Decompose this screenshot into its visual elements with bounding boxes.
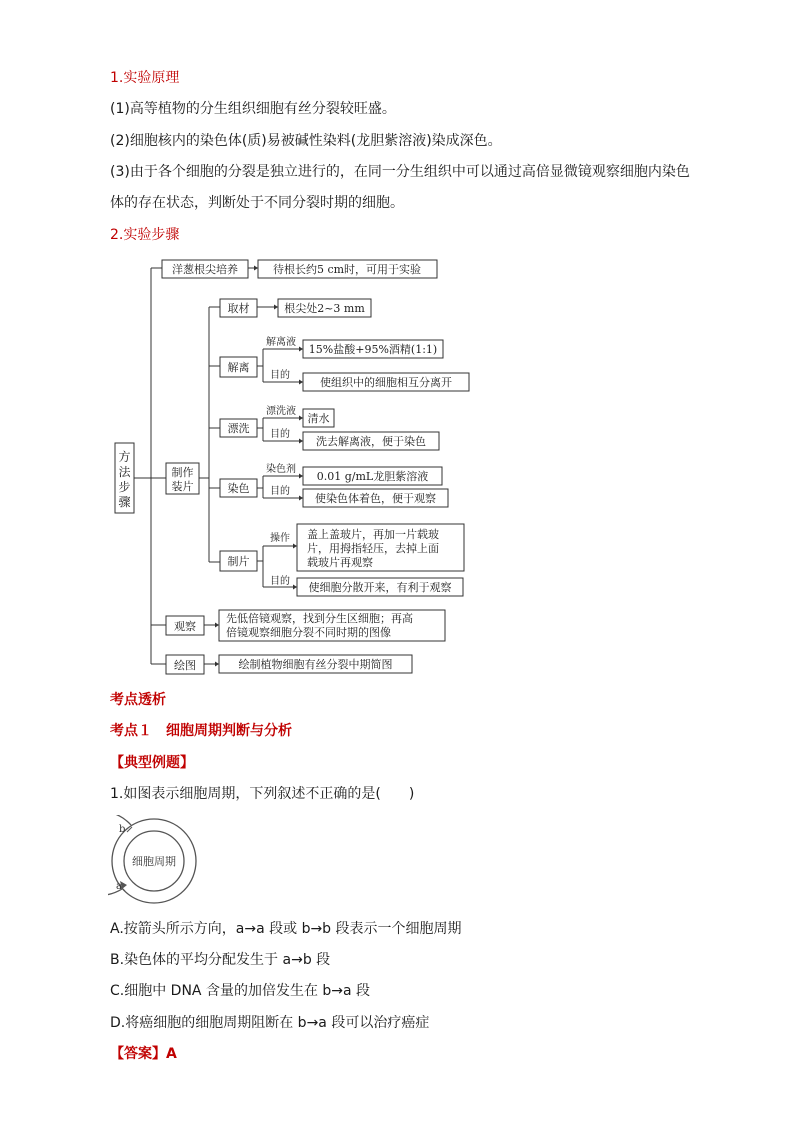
cell-cycle-center-label: 细胞周期 — [132, 855, 176, 868]
dissociate-key-2: 目的 — [270, 370, 290, 381]
section-heading-steps: 2.实验步骤 — [110, 227, 180, 243]
observe-desc-2: 倍镜观察细胞分裂不同时期的图像 — [226, 626, 391, 639]
point-a-label: a — [116, 881, 122, 892]
observe-label: 观察 — [174, 620, 196, 633]
analysis-heading: 考点透析 — [110, 692, 166, 708]
take-desc: 根尖处2~3 mm — [284, 302, 365, 315]
principle-item-1: (1)高等植物的分生组织细胞有丝分裂较旺盛。 — [110, 101, 396, 117]
cell-cycle-diagram — [108, 815, 218, 915]
rinse-value-1: 清水 — [307, 412, 330, 425]
stain-label: 染色 — [227, 482, 250, 495]
dissociate-value-1: 15%盐酸+95%酒精(1:1) — [308, 343, 438, 356]
point-heading: 考点１ 细胞周期判断与分析 — [110, 723, 292, 739]
section-heading-principle: 1.实验原理 — [110, 70, 180, 86]
stain-key-1: 染色剂 — [266, 464, 296, 475]
rinse-label: 漂洗 — [227, 422, 250, 435]
question-stem: 1.如图表示细胞周期，下列叙述不正确的是( ) — [110, 786, 415, 802]
press-value-line-1: 盖上盖玻片，再加一片载玻 — [307, 528, 439, 541]
dissociate-key-1: 解离液 — [266, 337, 296, 348]
culture-desc: 待根长约5 cm时，可用于实验 — [272, 263, 422, 276]
option-c: C.细胞中 DNA 含量的加倍发生在 b→a 段 — [110, 983, 371, 999]
observe-desc-1: 先低倍镜观察，找到分生区细胞；再高 — [226, 612, 413, 625]
draw-desc: 绘制植物细胞有丝分裂中期简图 — [238, 658, 393, 671]
root-char-3: 步 — [118, 480, 131, 494]
root-char-1: 方 — [118, 450, 131, 464]
press-value-line-2: 片，用拇指轻压，去掉上面 — [307, 542, 439, 555]
principle-item-3: (3)由于各个细胞的分裂是独立进行的，在同一分生组织中可以通过高倍显微镜观察细胞内染色 — [110, 164, 690, 180]
stain-value-2: 使染色体着色，便于观察 — [315, 492, 436, 505]
press-value-2: 使细胞分散开来，有利于观察 — [308, 581, 452, 594]
dissociate-label: 解离 — [227, 361, 250, 374]
make-label-1: 制作 — [171, 466, 194, 479]
root-char-4: 骤 — [118, 495, 131, 509]
option-b: B.染色体的平均分配发生于 a→b 段 — [110, 952, 331, 968]
make-label-2: 装片 — [171, 480, 194, 493]
draw-label: 绘图 — [174, 659, 196, 672]
option-a: A.按箭头所示方向，a→a 段或 b→b 段表示一个细胞周期 — [110, 921, 462, 937]
press-key-1: 操作 — [270, 533, 290, 544]
answer: 【答案】A — [110, 1046, 177, 1062]
culture-label: 洋葱根尖培养 — [172, 263, 238, 276]
take-label: 取材 — [227, 302, 250, 315]
stain-key-2: 目的 — [270, 486, 290, 497]
principle-item-3-cont: 体的存在状态，判断处于不同分裂时期的细胞。 — [110, 195, 404, 211]
stain-value-1: 0.01 g/mL龙胆紫溶液 — [316, 470, 429, 483]
press-label: 制片 — [227, 555, 250, 568]
root-char-2: 法 — [118, 465, 131, 479]
example-tag: 【典型例题】 — [110, 755, 194, 771]
principle-item-2: (2)细胞核内的染色体(质)易被碱性染料(龙胆紫溶液)染成深色。 — [110, 133, 502, 149]
dissociate-value-2: 使组织中的细胞相互分离开 — [320, 376, 452, 389]
press-key-2: 目的 — [270, 576, 290, 587]
press-value-line-3: 载玻片再观察 — [307, 556, 373, 569]
rinse-key-1: 漂洗液 — [266, 406, 296, 417]
option-d: D.将癌细胞的细胞周期阻断在 b→a 段可以治疗癌症 — [110, 1015, 430, 1031]
rinse-value-2: 洗去解离液，便于染色 — [316, 435, 426, 448]
rinse-key-2: 目的 — [270, 429, 290, 440]
point-b-label: b — [119, 824, 126, 835]
